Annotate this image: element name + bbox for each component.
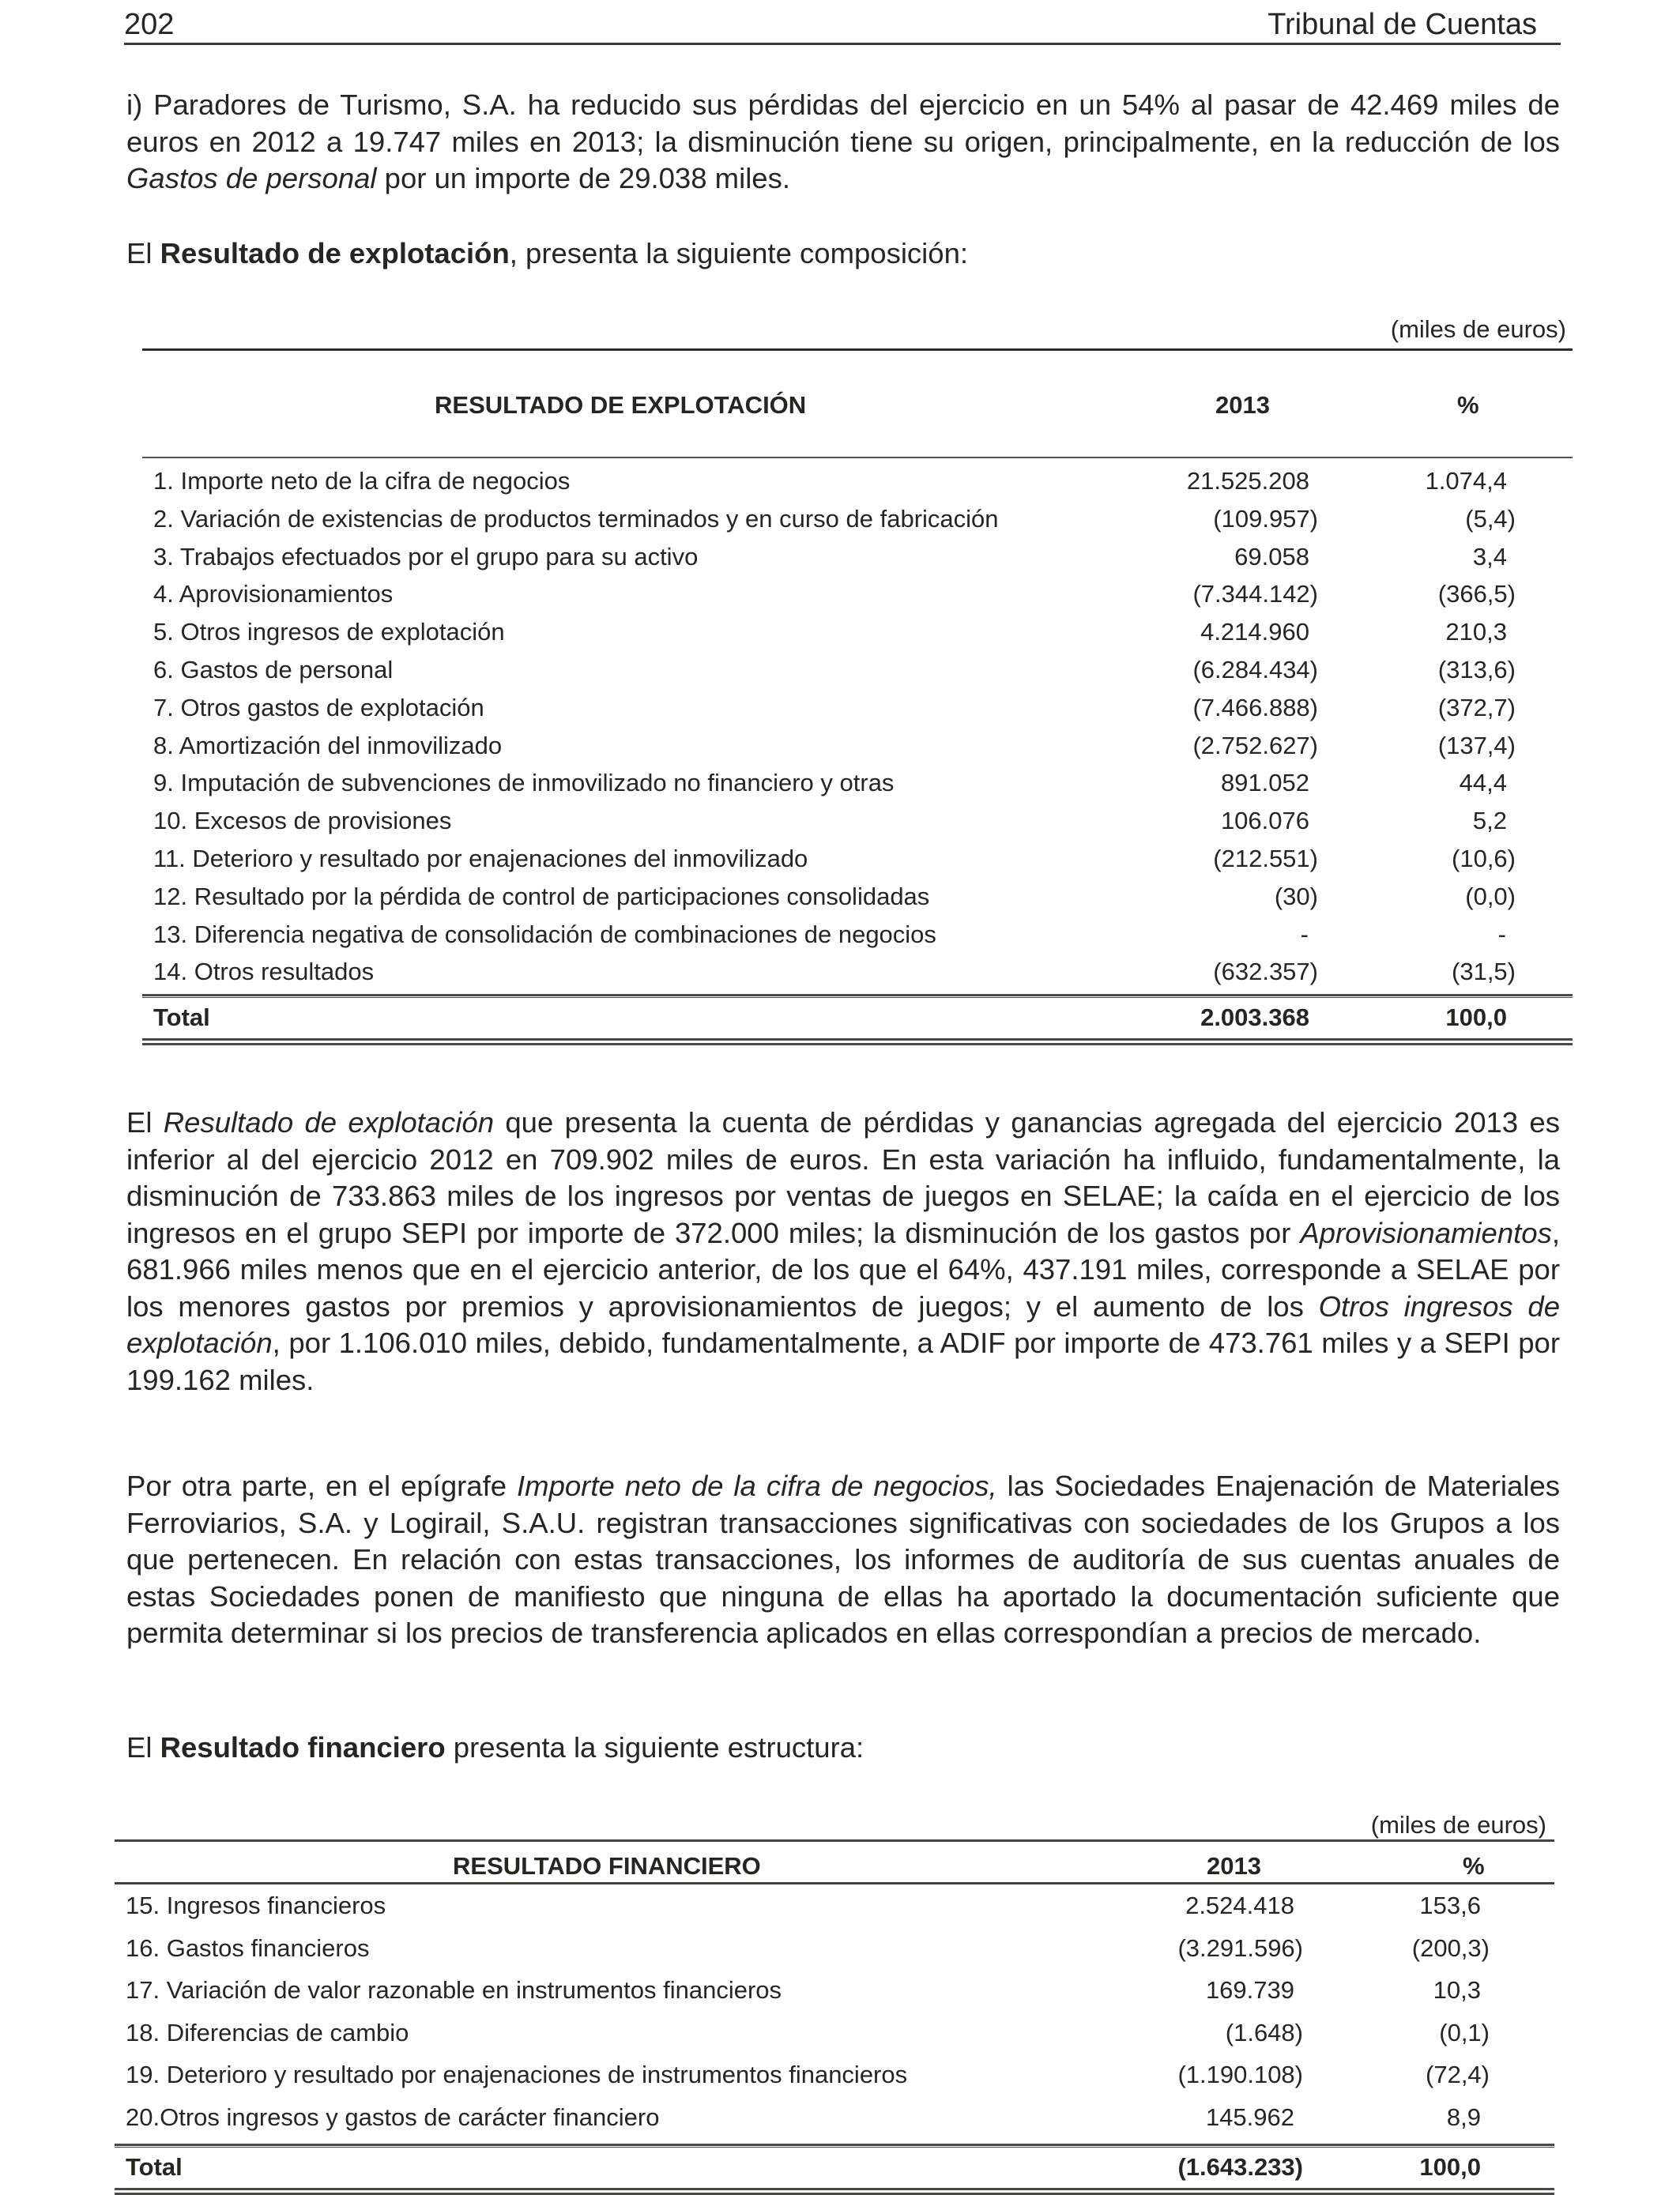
column-header-concept: RESULTADO FINANCIERO: [453, 1852, 761, 1880]
italic-term: Resultado de explotación: [163, 1106, 495, 1139]
header-rule: [115, 1882, 1554, 1884]
table-total-row: [142, 999, 1573, 1036]
row-percent: (313,6): [1437, 656, 1516, 683]
row-label: 18. Diferencias de cambio: [126, 2018, 409, 2046]
row-label: 4. Aprovisionamientos: [153, 580, 394, 608]
column-header-concept: RESULTADO DE EXPLOTACIÓN: [435, 391, 807, 419]
row-percent: 44,4: [1459, 769, 1507, 797]
total-label: Total: [126, 2153, 183, 2181]
total-percent: 100,0: [1445, 1003, 1507, 1032]
row-value-2013: (3.291.596): [1177, 1933, 1303, 1962]
row-value-2013: (1.190.108): [1177, 2061, 1303, 2088]
row-value-2013: (30): [1274, 882, 1318, 910]
table-row: [142, 462, 1573, 499]
row-percent: (137,4): [1437, 731, 1516, 759]
row-label: 13. Diferencia negativa de consolidación de combinaciones de negocios: [153, 920, 936, 948]
table-bottom-double-rule: [115, 2188, 1554, 2195]
row-percent: 10,3: [1433, 1976, 1481, 2004]
table-top-rule: [142, 348, 1573, 351]
row-label: 7. Otros gastos de explotación: [153, 693, 484, 721]
column-header-percent: %: [1463, 1852, 1485, 1880]
bold-term: Resultado financiero: [160, 1731, 446, 1764]
table-row: [142, 651, 1573, 688]
intro-resultado-financiero: [126, 1730, 1560, 1767]
row-percent: (31,5): [1452, 958, 1516, 986]
row-percent: (366,5): [1437, 580, 1516, 608]
table-bottom-double-rule: [142, 1038, 1573, 1045]
row-percent: 5,2: [1472, 807, 1507, 835]
row-value-2013: (7.466.888): [1192, 693, 1318, 721]
row-label: 1. Importe neto de la cifra de negocios: [153, 467, 571, 495]
table-resultado-explotacion: [142, 312, 1573, 1039]
table-row: [115, 2099, 1554, 2136]
row-label: 6. Gastos de personal: [153, 656, 394, 683]
row-value-2013: 21.525.208: [1186, 467, 1309, 495]
table-row: [142, 689, 1573, 726]
row-value-2013: 69.058: [1234, 542, 1309, 570]
row-value-2013: (6.284.434): [1192, 656, 1318, 683]
row-label: 14. Otros resultados: [153, 958, 375, 986]
row-value-2013: (109.957): [1213, 504, 1318, 533]
total-value-2013: 2.003.368: [1200, 1003, 1309, 1032]
table-row: [142, 613, 1573, 650]
row-percent: 3,4: [1472, 542, 1507, 570]
paragraph-text: El: [126, 1106, 164, 1139]
row-percent: 8,9: [1446, 2103, 1481, 2131]
row-label: 12. Resultado por la pérdida de control de participaciones consolidadas: [153, 882, 930, 910]
row-value-2013: 145.962: [1205, 2103, 1294, 2131]
row-percent: (5,4): [1465, 504, 1516, 533]
total-rule: [115, 2144, 1554, 2148]
row-label: 5. Otros ingresos de explotación: [153, 618, 505, 646]
row-percent: (200,3): [1411, 1933, 1490, 1962]
paragraph-text: por un importe de 29.038 miles.: [376, 162, 790, 194]
table-row: [142, 878, 1573, 915]
total-percent: 100,0: [1419, 2153, 1481, 2181]
row-value-2013: 169.739: [1205, 1976, 1294, 2004]
paragraph-text: i) Paradores de Turismo, S.A. ha reducido sus pérdidas del ejercicio en un 54% al pasar de 42.469 miles de euros en 2012 a 19.747 miles en 2013; la disminución tiene su origen, principalmente, en la reducción de los: [126, 88, 1560, 158]
paragraph-text: El: [126, 237, 160, 269]
total-rule: [142, 994, 1573, 998]
table-row: [115, 2056, 1554, 2093]
row-percent: 210,3: [1445, 618, 1507, 646]
row-label: 11. Deterioro y resultado por enajenaciones del inmovilizado: [153, 845, 808, 872]
row-label: 2. Variación de existencias de productos terminados y en curso de fabricación: [153, 504, 999, 533]
row-percent: (72,4): [1426, 2061, 1490, 2088]
table-row: [142, 500, 1573, 537]
table-row: [142, 916, 1573, 953]
table-row: [115, 2014, 1554, 2051]
row-value-2013: (1.648): [1225, 2018, 1303, 2046]
column-header-year: 2013: [1207, 1852, 1261, 1880]
table-row: [142, 538, 1573, 575]
table-row: [142, 802, 1573, 839]
row-label: 15. Ingresos financieros: [126, 1892, 386, 1919]
table-resultado-financiero: [115, 1811, 1554, 2190]
paragraph-variacion-explotacion: [126, 1105, 1560, 1399]
table-row: [142, 727, 1573, 764]
paragraph-text: El: [126, 1731, 160, 1764]
row-label: 17. Variación de valor razonable en instrumentos financieros: [126, 1976, 782, 2004]
paragraph-text: Por otra parte, en el epígrafe: [126, 1470, 518, 1502]
row-value-2013: 891.052: [1220, 769, 1309, 797]
row-value-2013: -: [1300, 920, 1309, 948]
total-value-2013: (1.643.233): [1177, 2153, 1303, 2181]
intro-resultado-explotacion: [126, 235, 1560, 273]
row-percent: 153,6: [1419, 1892, 1481, 1919]
row-value-2013: 4.214.960: [1200, 618, 1309, 646]
row-value-2013: 106.076: [1220, 807, 1309, 835]
row-value-2013: (212.551): [1213, 845, 1318, 872]
row-percent: (0,0): [1465, 882, 1516, 910]
row-percent: (0,1): [1439, 2018, 1490, 2046]
row-label: 19. Deterioro y resultado por enajenaciones de instrumentos financieros: [126, 2061, 908, 2088]
units-label: (miles de euros): [1370, 1811, 1546, 1839]
italic-term: Otros ingresos de explotación: [126, 1290, 1560, 1359]
table-row: [142, 764, 1573, 801]
italic-term: Aprovisionamientos: [1300, 1216, 1552, 1249]
header-rule: [142, 457, 1573, 458]
row-value-2013: (2.752.627): [1192, 731, 1318, 759]
table-row: [142, 840, 1573, 877]
row-label: 3. Trabajos efectuados por el grupo para su activo: [153, 542, 699, 570]
bold-term: Resultado de explotación: [160, 237, 510, 269]
table-row: [142, 953, 1573, 990]
paragraph-text: , 681.966 miles menos que en el ejercicio anterior, de los que el 64%, 437.191 miles, corresponde a SELAE por los menores gastos por premios y aprovisionamientos de juegos; y el aumento de los: [126, 1216, 1560, 1323]
table-row: [115, 1971, 1554, 2009]
paragraph-text: , por 1.106.010 miles, debido, fundamentalmente, a ADIF por importe de 473.761 miles y a SEPI por 199.162 miles.: [126, 1327, 1560, 1396]
table-total-row: [115, 2148, 1554, 2186]
paragraph-text: presenta la siguiente estructura:: [445, 1731, 864, 1764]
row-label: 8. Amortización del inmovilizado: [153, 731, 503, 759]
row-percent: (10,6): [1452, 845, 1516, 872]
row-label: 20.Otros ingresos y gastos de carácter financiero: [126, 2103, 660, 2131]
table-top-rule: [115, 1839, 1554, 1842]
paragraph-text: que presenta la cuenta de pérdidas y ganancias agregada del ejercicio 2013 es inferior al del ejercicio 2012 en 709.902 miles de euros. En esta variación ha influido, fundamentalmente, la disminución de 733.863 miles de los ingresos por ventas de juegos en SELAE; la caída en el ejercicio de los ingresos en el grupo SEPI por importe de 372.000 miles; la disminución de los gastos por: [126, 1106, 1560, 1249]
row-label: 10. Excesos de provisiones: [153, 807, 452, 835]
row-percent: -: [1497, 920, 1506, 948]
header-organization: Tribunal de Cuentas: [1268, 8, 1537, 41]
table-row: [115, 1930, 1554, 1967]
italic-term: Importe neto de la cifra de negocios,: [517, 1470, 997, 1502]
row-value-2013: (632.357): [1213, 958, 1318, 986]
row-percent: (372,7): [1437, 693, 1516, 721]
row-label: 9. Imputación de subvenciones de inmovilizado no financiero y otras: [153, 769, 895, 797]
italic-term: Gastos de personal: [126, 162, 377, 194]
paragraph-paradores: [126, 87, 1560, 198]
row-value-2013: 2.524.418: [1185, 1892, 1294, 1919]
paragraph-text: las Sociedades Enajenación de Materiales Ferroviarios, S.A. y Logirail, S.A.U. registran transacciones significativas con sociedades de los Grupos a los que pertenecen. En relación con estas transacciones, los informes de auditoría de sus cuentas anuales de estas Sociedades ponen de manifiesto que ninguna de ellas ha aportado la documentación suficiente que permita determinar si los precios de transferencia aplicados en ellas correspondían a precios de mercado.: [126, 1470, 1560, 1649]
table-row: [115, 1887, 1554, 1924]
units-label: (miles de euros): [1390, 315, 1566, 343]
row-value-2013: (7.344.142): [1192, 580, 1318, 608]
page-number: 202: [124, 8, 175, 41]
row-label: 16. Gastos financieros: [126, 1933, 370, 1962]
table-row: [142, 575, 1573, 612]
column-header-year: 2013: [1215, 391, 1270, 419]
paragraph-precios-transferencia: [126, 1468, 1560, 1652]
total-label: Total: [153, 1003, 210, 1032]
row-percent: 1.074,4: [1425, 467, 1507, 495]
column-header-percent: %: [1457, 391, 1479, 419]
paragraph-text: , presenta la siguiente composición:: [509, 237, 969, 269]
page-header: [124, 3, 1561, 45]
